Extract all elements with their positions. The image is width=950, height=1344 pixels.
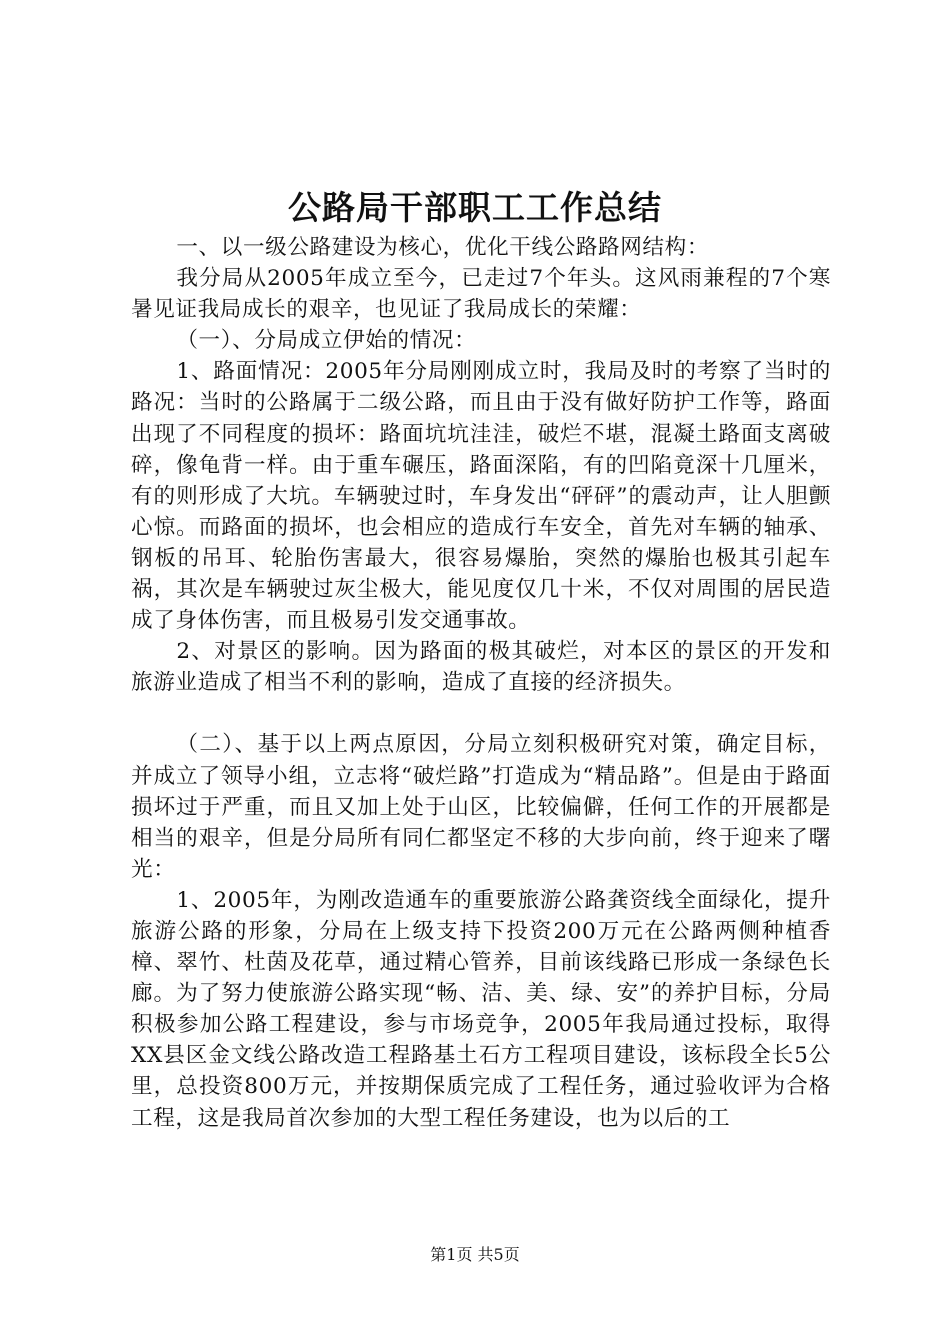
document-body [131,232,831,1134]
page-footer: 第1页 共5页 [430,1245,520,1264]
paragraph-subsection-two: （二）、基于以上两点原因，分局立刻积极研究对策，确定目标，并成立了领导小组，立志将“破烂路”打造成为“精品路”。但是由于路面损坏过于严重，而且又加上处于山区，比较偏僻，任何工作的开展都是相当的艰辛，但是分局所有同仁都坚定不移的大步向前，终于迎来了曙光： [131,732,831,882]
document-title: 公路局干部职工工作总结 [288,188,662,227]
paragraph-intro: 我分局从2005年成立至今，已走过7个年头。这风雨兼程的7个寒暑见证我局成长的艰辛，也见证了我局成长的荣耀： [131,266,831,323]
paragraph-greening-project: 1、2005年，为刚改造通车的重要旅游公路龚资线全面绿化，提升旅游公路的形象，分局在上级支持下投资200万元在公路两侧种植香樟、翠竹、杜茵及花草，通过精心管养，目前该线路已形成一条绿色长廊。为了努力使旅游公路实现“畅、洁、美、绿、安”的养护目标，分局积极参加公路工程建设，参与市场竞争，2005年我局通过投标，取得XX县区金文线公路改造工程路基土石方工程项目建设，该标段全长5公里，总投资800万元，并按期保质完成了工程任务，通过验收评为合格工程，这是我局首次参加的大型工程任务建设，也为以后的工 [131,887,831,1131]
paragraph-subsection-one-heading: （一）、分局成立伊始的情况： [176,328,477,354]
paragraph-road-condition: 1、路面情况：2005年分局刚刚成立时，我局及时的考察了当时的路况：当时的公路属于二级公路，而且由于没有做好防护工作等，路面出现了不同程度的损坏：路面坑坑洼洼，破烂不堪，混凝土路面支离破碎，像龟背一样。由于重车碾压，路面深陷，有的凹陷竟深十几厘米，有的则形成了大坑。车辆驶过时，车身发出“砰砰”的震动声，让人胆颤心惊。而路面的损坏，也会相应的造成行车安全，首先对车辆的轴承、钢板的吊耳、轮胎伤害最大，很容易爆胎，突然的爆胎也极其引起车祸，其次是车辆驶过灰尘极大，能见度仅几十米，不仅对周围的居民造成了身体伤害，而且极易引发交通事故。 [131,359,831,634]
paragraph-scenic-impact: 2、对景区的影响。因为路面的极其破烂，对本区的景区的开发和旅游业造成了相当不利的影响，造成了直接的经济损失。 [131,639,831,696]
paragraph-section-one-heading: 一、以一级公路建设为核心，优化干线公路路网结构： [176,235,710,260]
